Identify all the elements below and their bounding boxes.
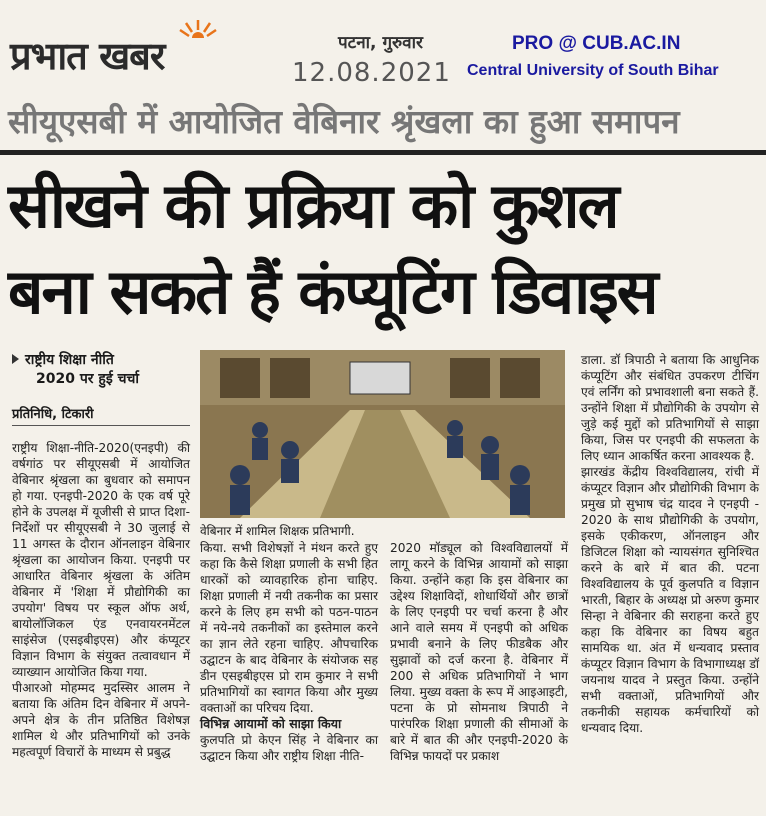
kicker-headline: सीयूएसबी में आयोजित वेबिनार श्रृंखला का हुआ समापन bbox=[8, 102, 680, 141]
divider bbox=[0, 150, 766, 155]
logo-text: प्रभात खबर bbox=[10, 33, 165, 78]
webinar-photo bbox=[200, 350, 565, 518]
column-3-text: 2020 मॉड्यूल को विश्वविद्यालयों में लागू करने के विभिन्न आयामों को साझा किया. उन्होंने कहा कि इस वेबिनार का उद्देश्य शिक्षाविदों, शोधार्थियों और छात्रों के लिए एनइपी पर चर्चा करना है और आने वाले समय में एनइपी को अधिक प्रभावी बनाने के लिए फीडबैक और सुझावों को दर्ज करना है. वेबिनार में 200 से अधिक प्रतिभागियों ने भाग लिया. मुख्य वक्ता के रूप में आइआइटी, पटना के प्रो सोमनाथ त्रिपाठी ने पारंपरिक शिक्षा प्रणाली की सीमाओं के बारे में बात की और एनइपी-2020 के विभिन्न फायदों पर प्रकाश bbox=[390, 541, 568, 763]
topic-line-1: राष्ट्रीय शिक्षा नीति bbox=[25, 352, 114, 368]
column-3 bbox=[390, 540, 568, 764]
conference-room-illustration bbox=[200, 350, 565, 518]
byline: प्रतिनिधि, टिकारी bbox=[12, 407, 94, 422]
pro-email: PRO @ CUB.AC.IN bbox=[512, 33, 681, 54]
column-4 bbox=[581, 352, 759, 736]
headline-line-1: सीखने की प्रक्रिया को कुशल bbox=[8, 169, 618, 242]
column-1-text: राष्ट्रीय शिक्षा-नीति-2020(एनइपी) की वर्षगांठ पर सीयूएसबी में आयोजित वेबिनार श्रृंखला का बुधवार को समापन हो गया. एनइपी-2020 के एक वर्ष पूरे होने के उपलक्ष में यूजीसी से प्राप्त दिशा-निर्देशों पर सीयूएसबी ने 30 जुलाई से 11 अगस्त के दौरान ऑनलाइन वेबिनार श्रृंखला का आयोजन किया. एनइपी पर आधारित वेबिनार श्रृंखला के अंतिम वेबिनार में 'शिक्षा में प्रौद्योगिकी का उपयोग' विषय पर स्कूल ऑफ अर्थ, बायोलॉजिकल एंड एनवायरनमेंटल साइंसेज (एसइबीइएस) और कंप्यूटर विज्ञान विभाग के संयुक्त तत्वावधान में व्याख्यान आयोजित किया गया. bbox=[12, 441, 190, 679]
place-day: पटना, गुरुवार bbox=[338, 33, 423, 53]
sun-rays-icon bbox=[178, 18, 218, 38]
column-4-text: डाला. डॉ त्रिपाठी ने बताया कि आधुनिक कंप्यूटिंग और संबंधित उपकरण टीचिंग एवं लर्निंग को प्रभावशाली बना सकते हैं. उन्होंने शिक्षा में प्रौद्योगिकी के उपयोग से जुड़े कई मुद्दों को प्रतिभागियों से साझा किया, जिस पर एनइपी की सफलता के लिए ध्यान आकर्षित करना आवश्यक है. bbox=[581, 353, 759, 463]
column-2 bbox=[200, 540, 378, 764]
university-name: Central University of South Bihar bbox=[467, 62, 719, 79]
column-1 bbox=[12, 440, 190, 760]
column-1b-text: पीआरओ मोहम्मद मुदस्सिर आलम ने बताया कि अंतिम दिन वेबिनार में अपने-अपने क्षेत्र के तीन प्रतिष्ठित विशेषज्ञ शामिल थे और प्रतिभागियों को उनके महत्वपूर्ण विचारों के माध्यम से प्रबुद्ध bbox=[12, 681, 190, 759]
headline-line-2: बना सकते हैं कंप्यूटिंग डिवाइस bbox=[8, 255, 657, 328]
topic-box bbox=[12, 350, 187, 388]
subheading: विभिन्न आयामों को साझा किया bbox=[200, 716, 342, 731]
column-2-text: किया. सभी विशेषज्ञों ने मंथन करते हुए कहा कि कैसे शिक्षा प्रणाली के सभी हित धारकों को व्यावहारिक होना चाहिए. शिक्षा प्रणाली में नयी तकनीक का प्रसार करने के लिए हम सभी को पठन-पाठन में नये-नये तकनीकों का इस्तेमाल करने का ज्ञान लेते रहना चाहिए. औपचारिक उद्घाटन के बाद वेबिनार के संयोजक सह डीन एसइबीइएस प्रो राम कुमार ने सभी प्रतिभागियों का स्वागत किया और मुख्य वक्ताओं का परिचय दिया. bbox=[200, 541, 378, 715]
topic-line-2: 2020 पर हुई चर्चा bbox=[36, 371, 139, 387]
newspaper-logo bbox=[10, 30, 260, 82]
byline-divider bbox=[12, 425, 190, 426]
triangle-bullet-icon bbox=[12, 354, 19, 364]
publication-date: 12.08.2021 bbox=[292, 58, 451, 88]
column-4b-text: झारखंड केंद्रीय विश्वविद्यालय, रांची में कंप्यूटर विज्ञान और प्रौद्योगिकी विभाग के प्रमुख प्रो सुभाष चंद्र यादव ने एनइपी - 2020 के साथ प्रौद्योगिकी के उपयोग, इसके एकीकरण, ऑनलाइन और डिजिटल शिक्षा को न्यायसंगत सुनिश्चित करने के बारे में बात की. पटना विश्वविद्यालय के पूर्व कुलपति व विज्ञान भारती, बिहार के अध्यक्ष प्रो अरुण कुमार सिन्हा ने वेबिनार की सराहना करते हुए कहा कि वेबिनार का विषय बहुत सामयिक था. अंत में धन्यवाद प्रस्ताव कंप्यूटर विज्ञान विभाग के विभागाध्यक्ष डॉ जयनाथ यादव ने प्रस्तुत किया. उन्होंने सभी वक्ताओं, प्रतिभागियों और तकनीकी सहायक कर्मचारियों को धन्यवाद दिया. bbox=[581, 465, 760, 735]
column-2b-text: कुलपति प्रो केएन सिंह ने वेबिनार का उद्घाटन किया और राष्ट्रीय शिक्षा नीति- bbox=[200, 733, 378, 763]
photo-caption: वेबिनार में शामिल शिक्षक प्रतिभागी. bbox=[200, 524, 355, 538]
